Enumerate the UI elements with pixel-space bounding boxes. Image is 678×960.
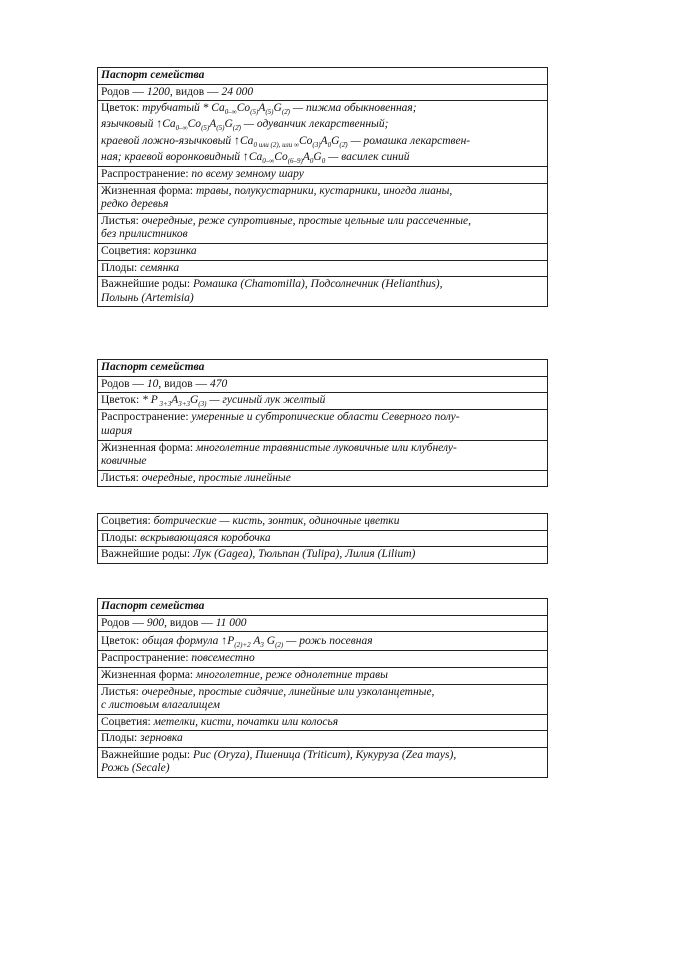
- plant-name: — гусиный лук желтый: [206, 394, 326, 407]
- flower-type-ligulate: язычковый: [101, 118, 157, 131]
- species-label: , видов —: [164, 616, 216, 629]
- genera-count-row: [98, 376, 548, 393]
- distribution-row: [98, 410, 548, 440]
- fruits-row: [98, 260, 548, 277]
- main-genera-value: Ромашка (Chamomilla), Подсолнечник (Helianthus),: [192, 278, 443, 291]
- fruits-row: [98, 530, 548, 547]
- leaves-label: Листья:: [101, 685, 142, 698]
- plant-name: — одуванчик лекарственный;: [240, 118, 389, 131]
- distribution-row: [98, 651, 548, 668]
- flower-label: Цветок:: [101, 635, 143, 648]
- leaves-value: без прилистников: [101, 228, 188, 241]
- main-genera-label: Важнейшие роды:: [101, 278, 193, 291]
- leaves-label: Листья:: [101, 471, 142, 484]
- flower-label: Цветок:: [101, 102, 143, 115]
- genera-label: Родов —: [101, 85, 147, 98]
- genera-value: 900: [146, 616, 165, 629]
- fruits-row: [98, 731, 548, 748]
- inflorescence-value: ботрические — кисть, зонтик, одиночные цветки: [153, 515, 400, 527]
- main-genera-label: Важнейшие роды:: [101, 548, 193, 561]
- species-value: 470: [209, 377, 228, 390]
- flower-formula: $Ca_{0-\infty}Co_{(5)}A_{(5)}G_{(2̄)}$: [162, 118, 241, 133]
- family-passport-2-continued: [97, 513, 548, 564]
- fruits-label: Плоды:: [101, 732, 141, 745]
- fruits-label: Плоды:: [101, 261, 141, 274]
- flower-type-funnel: ная; краевой воронковидный: [101, 150, 243, 163]
- main-genera-value: Полынь (Artemisia): [101, 291, 194, 304]
- fruits-value: зерновка: [140, 732, 183, 745]
- lifeform-value: ковичные: [101, 455, 147, 468]
- genera-value: 10: [146, 377, 159, 390]
- plant-name: — рожь посевная: [283, 635, 373, 648]
- distribution-value: по всему земному шару: [191, 168, 304, 181]
- zygomorphic-arrow-icon: ↑: [242, 148, 249, 163]
- species-label: , видов —: [169, 85, 222, 98]
- leaves-value: очередные, простые линейные: [141, 471, 291, 484]
- distribution-value: шария: [101, 424, 133, 437]
- main-genera-label: Важнейшие роды:: [101, 748, 193, 761]
- leaves-row: [98, 684, 548, 714]
- species-label: , видов —: [158, 377, 210, 390]
- lifeform-value: редко деревья: [101, 198, 169, 211]
- inflorescence-row: [98, 243, 548, 260]
- species-value: 24 000: [221, 85, 254, 98]
- distribution-label: Распространение:: [101, 411, 192, 424]
- distribution-value: повсеместно: [191, 652, 255, 665]
- flower-formula: P $_{3+3}A_{3+3}G_{(3)}$: [150, 394, 207, 409]
- lifeform-value: травы, полукустарники, кустарники, иногда лианы,: [196, 184, 453, 197]
- inflorescence-label: Соцветия:: [101, 515, 154, 527]
- genera-label: Родов —: [101, 377, 147, 390]
- formula-prefix: общая формула: [142, 635, 222, 648]
- distribution-label: Распространение:: [101, 652, 192, 665]
- flower-type-tubular: трубчатый *: [142, 102, 212, 115]
- genera-label: Родов —: [101, 616, 147, 629]
- fruits-label: Плоды:: [101, 531, 141, 544]
- distribution-row: [98, 167, 548, 184]
- genera-count-row: [98, 615, 548, 632]
- leaves-value: очередные, реже супротивные, простые цельные или рассеченные,: [141, 214, 472, 227]
- main-genera-row: [98, 747, 548, 777]
- leaves-row: [98, 213, 548, 243]
- family-passport-3: [97, 598, 548, 778]
- family-passport-2: [97, 359, 548, 487]
- passport-header: Паспорт семейства: [98, 599, 548, 616]
- lifeform-row: [98, 667, 548, 684]
- lifeform-value: многолетние травянистые луковичные или клубнелу-: [196, 441, 457, 454]
- zygomorphic-arrow-icon: ↑: [221, 633, 228, 648]
- flower-type-pseudo-ligulate: краевой ложно-язычковый: [101, 134, 235, 147]
- fruits-value: вскрывающаяся коробочка: [140, 531, 271, 544]
- flower-formula: $P_{(2)+2}$ $A_3$ $G_{(2)}$: [227, 635, 284, 650]
- flower-formula-row: [98, 632, 548, 651]
- fruits-value: семянка: [140, 261, 180, 274]
- main-genera-value: Рис (Oryza), Пшеница (Triticum), Кукуруза (Zea mays),: [192, 748, 457, 761]
- distribution-value: умеренные и субтропические области Северного полу-: [191, 411, 460, 424]
- lifeform-label: Жизненная форма:: [101, 668, 196, 681]
- flower-label: Цветок:: [101, 394, 143, 407]
- main-genera-value: Рожь (Secale): [101, 762, 170, 775]
- family-passport-1: [97, 67, 548, 307]
- passport-header: Паспорт семейства: [98, 68, 548, 85]
- flower-formula: $Ca_{0-\infty}Co_{(5)}A_{(5)}G_{(2̄)}$: [211, 102, 290, 117]
- flower-formula: $Ca_{0 или (2), или \infty}Co_{(3)}A_0G_{(2̄)}$: [240, 134, 348, 149]
- flower-formula-row: [98, 101, 548, 167]
- genera-value: 1200: [146, 85, 170, 98]
- lifeform-label: Жизненная форма:: [101, 184, 196, 197]
- genera-count-row: [98, 84, 548, 101]
- lifeform-row: [98, 440, 548, 470]
- inflorescence-row: [98, 714, 548, 731]
- leaves-value: очередные, простые сидячие, линейные или узколанцетные,: [141, 685, 435, 698]
- inflorescence-value: корзинка: [153, 244, 197, 257]
- zygomorphic-arrow-icon: ↑: [234, 132, 241, 147]
- inflorescence-label: Соцветия:: [101, 715, 154, 728]
- plant-name: — пижма обыкновенная;: [290, 102, 417, 115]
- flower-formula-row: [98, 393, 548, 410]
- zygomorphic-arrow-icon: ↑: [156, 116, 163, 131]
- species-value: 11 000: [215, 616, 247, 629]
- actinomorphic-symbol: *: [142, 394, 151, 407]
- flower-formula: $Ca_{0-\infty}Co_{(6-9)}A_0G_0$: [248, 150, 326, 165]
- inflorescence-row: [98, 514, 548, 531]
- leaves-row: [98, 470, 548, 487]
- plant-name: — василек синий: [325, 150, 410, 163]
- distribution-label: Распространение:: [101, 168, 192, 181]
- lifeform-value: многолетние, реже однолетние травы: [196, 668, 388, 681]
- plant-name: — ромашка лекарствен-: [347, 134, 471, 147]
- inflorescence-label: Соцветия:: [101, 244, 154, 257]
- inflorescence-value: метелки, кисти, початки или колосья: [153, 715, 339, 728]
- lifeform-row: [98, 183, 548, 213]
- leaves-value: с листовым влагалищем: [101, 699, 220, 712]
- leaves-label: Листья:: [101, 214, 142, 227]
- main-genera-row: [98, 547, 548, 564]
- passport-header: Паспорт семейства: [98, 360, 548, 377]
- main-genera-row: [98, 277, 548, 307]
- main-genera-value: Лук (Gagea), Тюльпан (Tulipa), Лилия (Lilium): [192, 548, 416, 561]
- lifeform-label: Жизненная форма:: [101, 441, 196, 454]
